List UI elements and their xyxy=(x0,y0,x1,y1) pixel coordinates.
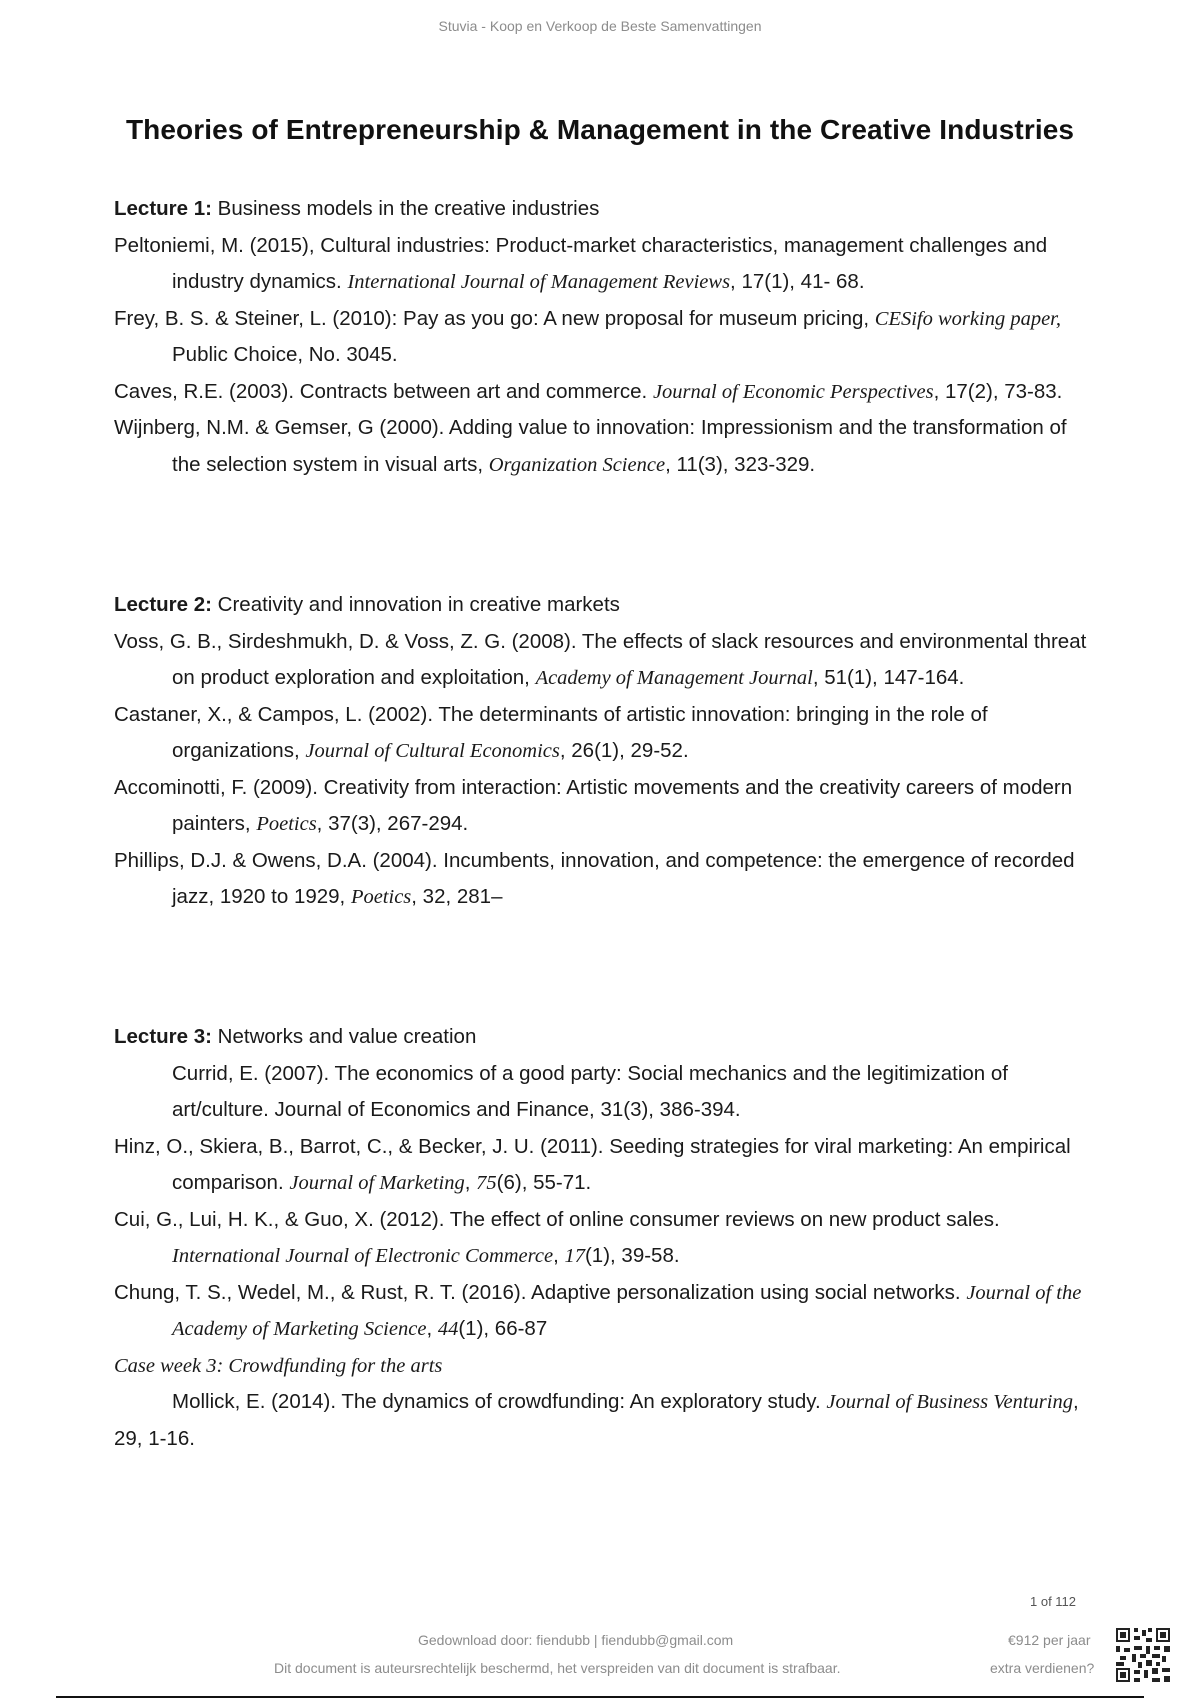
lecture-2-topic: Creativity and innovation in creative markets xyxy=(211,593,620,616)
page-number: 1 of 112 xyxy=(1030,1594,1077,1609)
lecture-2-heading xyxy=(114,587,1094,624)
earnings-promo-question[interactable]: extra verdienen? xyxy=(990,1660,1095,1676)
lecture-3-topic: Networks and value creation xyxy=(211,1025,477,1048)
reference: Chung, T. S., Wedel, M., & Rust, R. T. (2016). Adaptive personalization using social networks. Journal of the Academy of Marketing Science, 44(1), 66-87 xyxy=(114,1280,1082,1340)
reference: Cui, G., Lui, H. K., & Guo, X. (2012). The effect of online consumer reviews on new product sales. International Journal of Electronic Commerce, 17(1), 39-58. xyxy=(114,1207,1000,1267)
lecture-1-label: Lecture 1: xyxy=(114,197,212,220)
copyright-notice: Dit document is auteursrechtelijk beschermd, het verspreiden van dit document is strafbaar. xyxy=(274,1660,841,1676)
reference: Wijnberg, N.M. & Gemser, G (2000). Adding value to innovation: Impressionism and the transformation of the selection system in visual arts, Organization Science, 11(3), 323-329. xyxy=(114,416,1067,476)
qr-code-icon[interactable] xyxy=(1116,1628,1170,1682)
lecture-2-section xyxy=(114,587,1094,916)
reference: Phillips, D.J. & Owens, D.A. (2004). Incumbents, innovation, and competence: the emergence of recorded jazz, 1920 to 1929, Poetics, 32, 281– xyxy=(114,848,1075,908)
lecture-2-label: Lecture 2: xyxy=(114,593,212,616)
reference: Currid, E. (2007). The economics of a good party: Social mechanics and the legitimization of art/culture. Journal of Economics and Finance, 31(3), 386-394. xyxy=(172,1061,1008,1121)
document-title: Theories of Entrepreneurship & Management in the Creative Industries xyxy=(125,114,1075,145)
lecture-3-heading xyxy=(114,1019,1094,1056)
reference: Peltoniemi, M. (2015), Cultural industries: Product-market characteristics, management challenges and industry dynamics. International Journal of Management Reviews, 17(1), 41- 68. xyxy=(114,233,1048,293)
reference: Voss, G. B., Sirdeshmukh, D. & Voss, Z. G. (2008). The effects of slack resources and environmental threat on product exploration and exploitation, Academy of Management Journal, 51(1), 147-164. xyxy=(114,629,1087,689)
site-watermark: Stuvia - Koop en Verkoop de Beste Samenvattingen xyxy=(438,18,762,34)
reference: Accominotti, F. (2009). Creativity from interaction: Artistic movements and the creativity careers of modern painters, Poetics, 37(3), 267-294. xyxy=(114,775,1073,835)
lecture-1-section xyxy=(114,191,1094,483)
reference: Frey, B. S. & Steiner, L. (2010): Pay as you go: A new proposal for museum pricing, CESifo working paper, Public Choice, No. 3045. xyxy=(114,306,1061,366)
case-week-label: Case week 3: Crowdfunding for the arts xyxy=(114,1354,443,1377)
lecture-3-label: Lecture 3: xyxy=(114,1025,212,1048)
reference: Castaner, X., & Campos, L. (2002). The determinants of artistic innovation: bringing in the role of organizations, Journal of Cultural Economics, 26(1), 29-52. xyxy=(114,702,988,762)
lecture-3-section xyxy=(114,1019,1094,1457)
reference: Hinz, O., Skiera, B., Barrot, C., & Becker, J. U. (2011). Seeding strategies for viral marketing: An empirical comparison. Journal of Marketing, 75(6), 55-71. xyxy=(114,1134,1071,1194)
bottom-divider xyxy=(56,1696,1144,1698)
lecture-1-heading xyxy=(114,191,1094,228)
earnings-promo[interactable]: €912 per jaar xyxy=(1008,1632,1091,1648)
lecture-1-topic: Business models in the creative industries xyxy=(211,197,600,220)
reference: Caves, R.E. (2003). Contracts between art and commerce. Journal of Economic Perspectives, 17(2), 73-83. xyxy=(114,379,1063,403)
reference: Mollick, E. (2014). The dynamics of crowdfunding: An exploratory study. Journal of Business Venturing, 29, 1-16. xyxy=(114,1390,1079,1450)
download-info: Gedownload door: fiendubb | fiendubb@gmail.com xyxy=(418,1632,734,1648)
